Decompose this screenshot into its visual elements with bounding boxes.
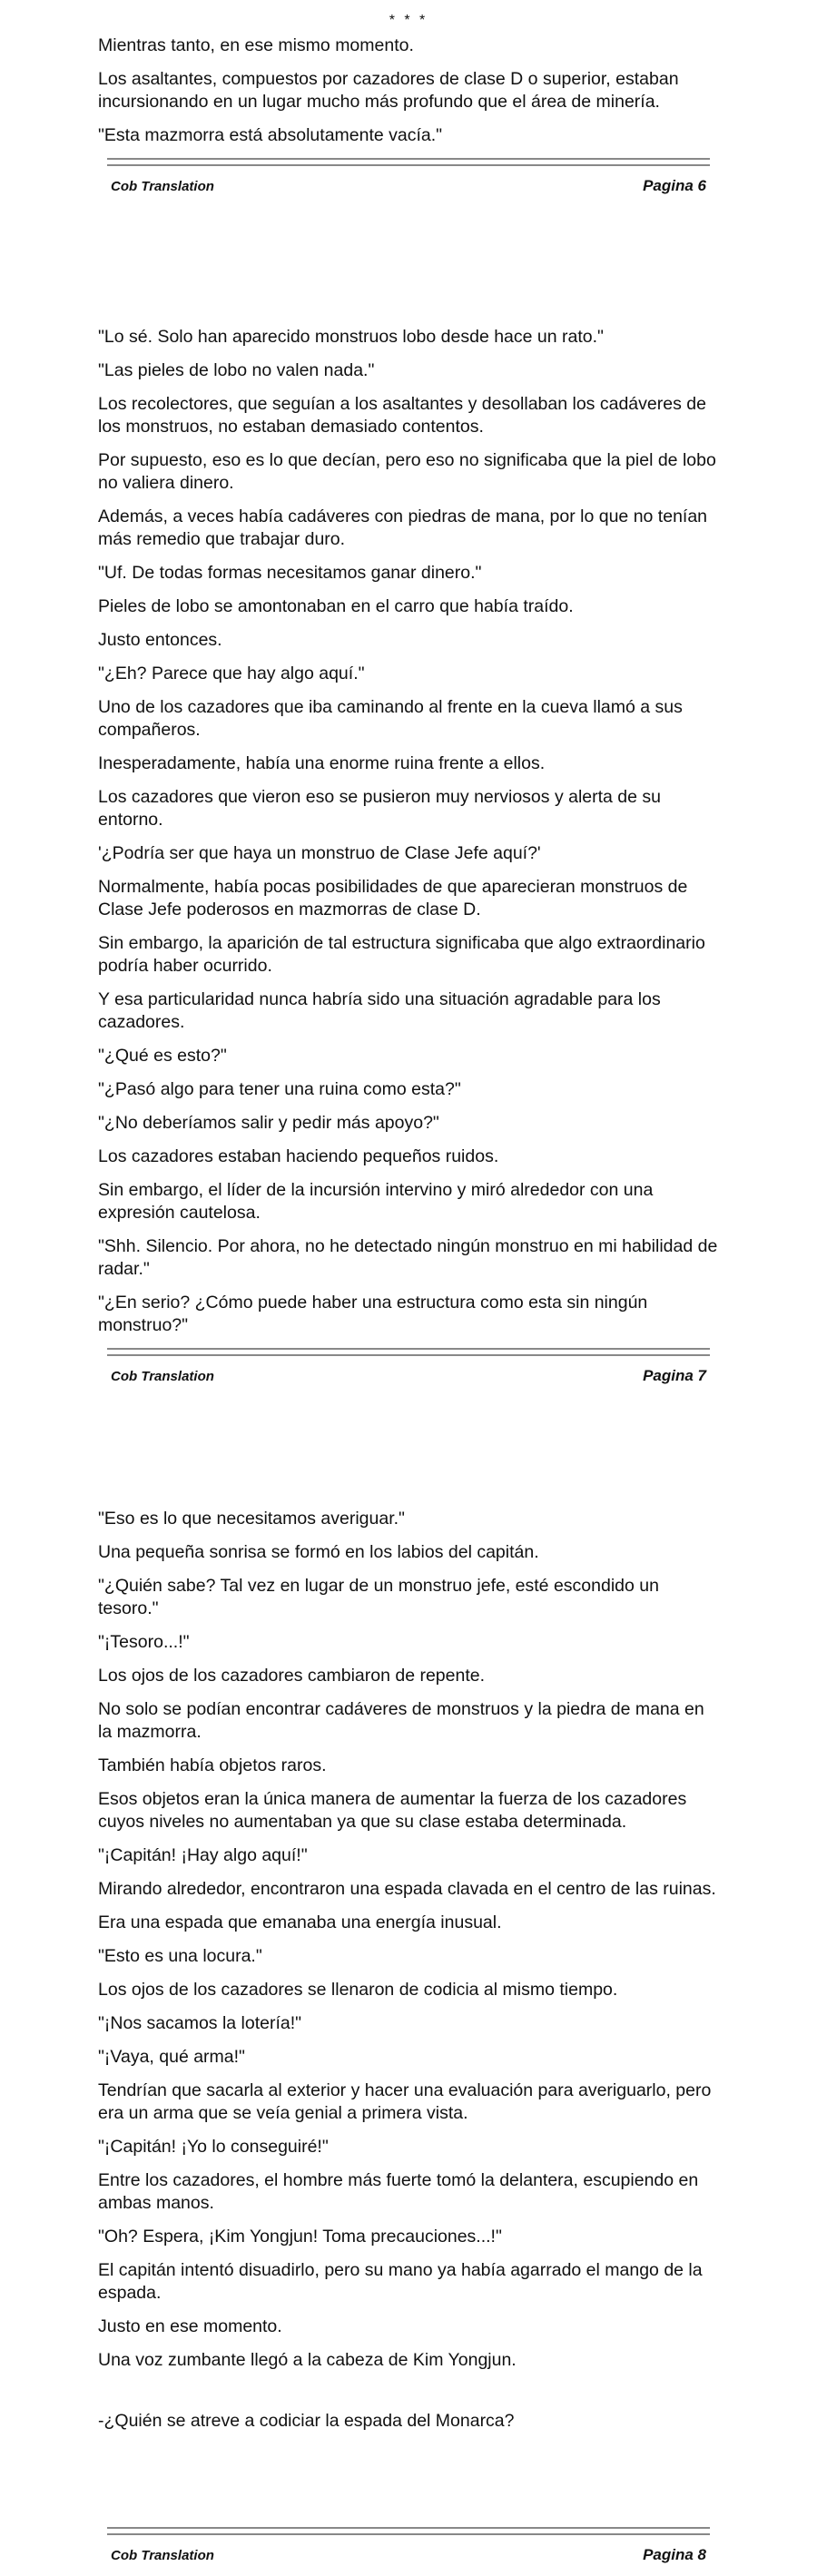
footer-rule (107, 1348, 710, 1356)
paragraph: Mientras tanto, en ese mismo momento. (98, 35, 414, 55)
paragraph: "Uf. De todas formas necesitamos ganar dinero." (98, 563, 482, 583)
page-8-content (0, 1508, 817, 2575)
paragraph: "Las pieles de lobo no valen nada." (98, 360, 375, 380)
page-number: Pagina 6 (643, 177, 706, 194)
page-footer (98, 2535, 719, 2575)
paragraph: No solo se podían encontrar cadáveres de monstruos y la piedra de mana en la mazmorra. (98, 1699, 704, 1742)
page-number: Pagina 8 (643, 2546, 706, 2563)
footer-translator: Cob Translation (111, 2547, 214, 2563)
paragraph: Y esa particularidad nunca habría sido una situación agradable para los cazadores. (98, 989, 661, 1032)
paragraph: "¿Quién sabe? Tal vez en lugar de un monstruo jefe, esté escondido un tesoro." (98, 1576, 659, 1618)
paragraph: Entre los cazadores, el hombre más fuerte tomó la delantera, escupiendo en ambas manos. (98, 2170, 699, 2213)
paragraph: También había objetos raros. (98, 1755, 327, 1775)
paragraph: "Eso es lo que necesitamos averiguar." (98, 1509, 405, 1529)
paragraph: Los cazadores estaban haciendo pequeños ruidos. (98, 1146, 499, 1166)
paragraph: Uno de los cazadores que iba caminando al frente en la cueva llamó a sus compañeros. (98, 697, 683, 740)
paragraph: Justo entonces. (98, 630, 222, 650)
paragraph-gap (98, 2383, 719, 2410)
paragraph: Los cazadores que vieron eso se pusieron muy nerviosos y alerta de su entorno. (98, 787, 662, 830)
paragraph: Normalmente, había pocas posibilidades de que aparecieran monstruos de Clase Jefe poderosos en mazmorras de clase D. (98, 877, 688, 919)
paragraph: "¡Capitán! ¡Yo lo conseguiré!" (98, 2137, 329, 2157)
paragraph: El capitán intentó disuadirlo, pero su mano ya había agarrado el mango de la espada. (98, 2260, 703, 2303)
paragraph: Por supuesto, eso es lo que decían, pero eso no significaba que la piel de lobo no valiera dinero. (98, 450, 716, 493)
monarch-voice-line: -¿Quién se atreve a codiciar la espada del Monarca? (98, 2411, 515, 2431)
paragraph: Sin embargo, la aparición de tal estructura significaba que algo extraordinario podría haber ocurrido. (98, 933, 705, 976)
footer-rule (107, 158, 710, 166)
paragraph: Inesperadamente, había una enorme ruina frente a ellos. (98, 753, 546, 773)
paragraph: "¡Vaya, qué arma!" (98, 2047, 245, 2067)
paragraph: "Lo sé. Solo han aparecido monstruos lobo desde hace un rato." (98, 327, 604, 347)
paragraph: Los ojos de los cazadores cambiaron de repente. (98, 1666, 486, 1686)
page-7-content (0, 326, 817, 1396)
page-footer (98, 1356, 719, 1396)
page-6-content (0, 34, 817, 206)
paragraph: Los recolectores, que seguían a los asaltantes y desollaban los cadáveres de los monstruos, no estaban demasiado contentos. (98, 394, 706, 437)
paragraph: Tendrían que sacarla al exterior y hacer una evaluación para averiguarlo, pero era un arma que se veía genial a primera vista. (98, 2080, 712, 2123)
paragraph: Una pequeña sonrisa se formó en los labios del capitán. (98, 1542, 539, 1562)
paragraph: Era una espada que emanaba una energía inusual. (98, 1912, 502, 1932)
paragraph: "¡Nos sacamos la lotería!" (98, 2013, 302, 2033)
paragraph: "¿Qué es esto?" (98, 1046, 227, 1066)
page-number: Pagina 7 (643, 1367, 706, 1384)
paragraph: Mirando alrededor, encontraron una espada clavada en el centro de las ruinas. (98, 1879, 716, 1899)
paragraph: Pieles de lobo se amontonaban en el carro que había traído. (98, 596, 574, 616)
paragraph: Justo en ese momento. (98, 2316, 282, 2336)
paragraph: "¿Eh? Parece que hay algo aquí." (98, 664, 365, 683)
footer-rule (107, 2527, 710, 2535)
paragraph: "¿Pasó algo para tener una ruina como esta?" (98, 1079, 461, 1099)
paragraph: Sin embargo, el líder de la incursión intervino y miró alrededor con una expresión cautelosa. (98, 1180, 654, 1223)
paragraph: "Esto es una locura." (98, 1946, 262, 1966)
paragraph: "Oh? Espera, ¡Kim Yongjun! Toma precauciones...!" (98, 2227, 502, 2247)
paragraph: Además, a veces había cadáveres con piedras de mana, por lo que no tenían más remedio que trabajar duro. (98, 506, 708, 549)
footer-translator: Cob Translation (111, 178, 214, 194)
paragraph: "Shh. Silencio. Por ahora, no he detectado ningún monstruo en mi habilidad de radar." (98, 1236, 718, 1279)
paragraph: "Esta mazmorra está absolutamente vacía." (98, 125, 443, 145)
page-gap (0, 1396, 817, 1508)
page-gap (0, 206, 817, 326)
paragraph: '¿Podría ser que haya un monstruo de Clase Jefe aquí?' (98, 843, 541, 863)
paragraph: Esos objetos eran la única manera de aumentar la fuerza de los cazadores cuyos niveles no aumentaban ya que su clase estaba determinada. (98, 1789, 687, 1832)
paragraph: "¿En serio? ¿Cómo puede haber una estructura como esta sin ningún monstruo?" (98, 1293, 648, 1335)
paragraph: "¡Capitán! ¡Hay algo aquí!" (98, 1845, 308, 1865)
paragraph-gap (98, 2443, 719, 2525)
footer-translator: Cob Translation (111, 1368, 214, 1384)
paragraph: "¡Tesoro...!" (98, 1632, 190, 1652)
paragraph: "¿No deberíamos salir y pedir más apoyo?" (98, 1113, 439, 1133)
paragraph: Una voz zumbante llegó a la cabeza de Kim Yongjun. (98, 2350, 517, 2370)
section-break: * * * (389, 13, 428, 28)
paragraph: Los ojos de los cazadores se llenaron de codicia al mismo tiempo. (98, 1980, 618, 2000)
page-footer (98, 166, 719, 206)
paragraph: Los asaltantes, compuestos por cazadores de clase D o superior, estaban incursionando en un lugar mucho más profundo que el área de minería. (98, 69, 679, 112)
